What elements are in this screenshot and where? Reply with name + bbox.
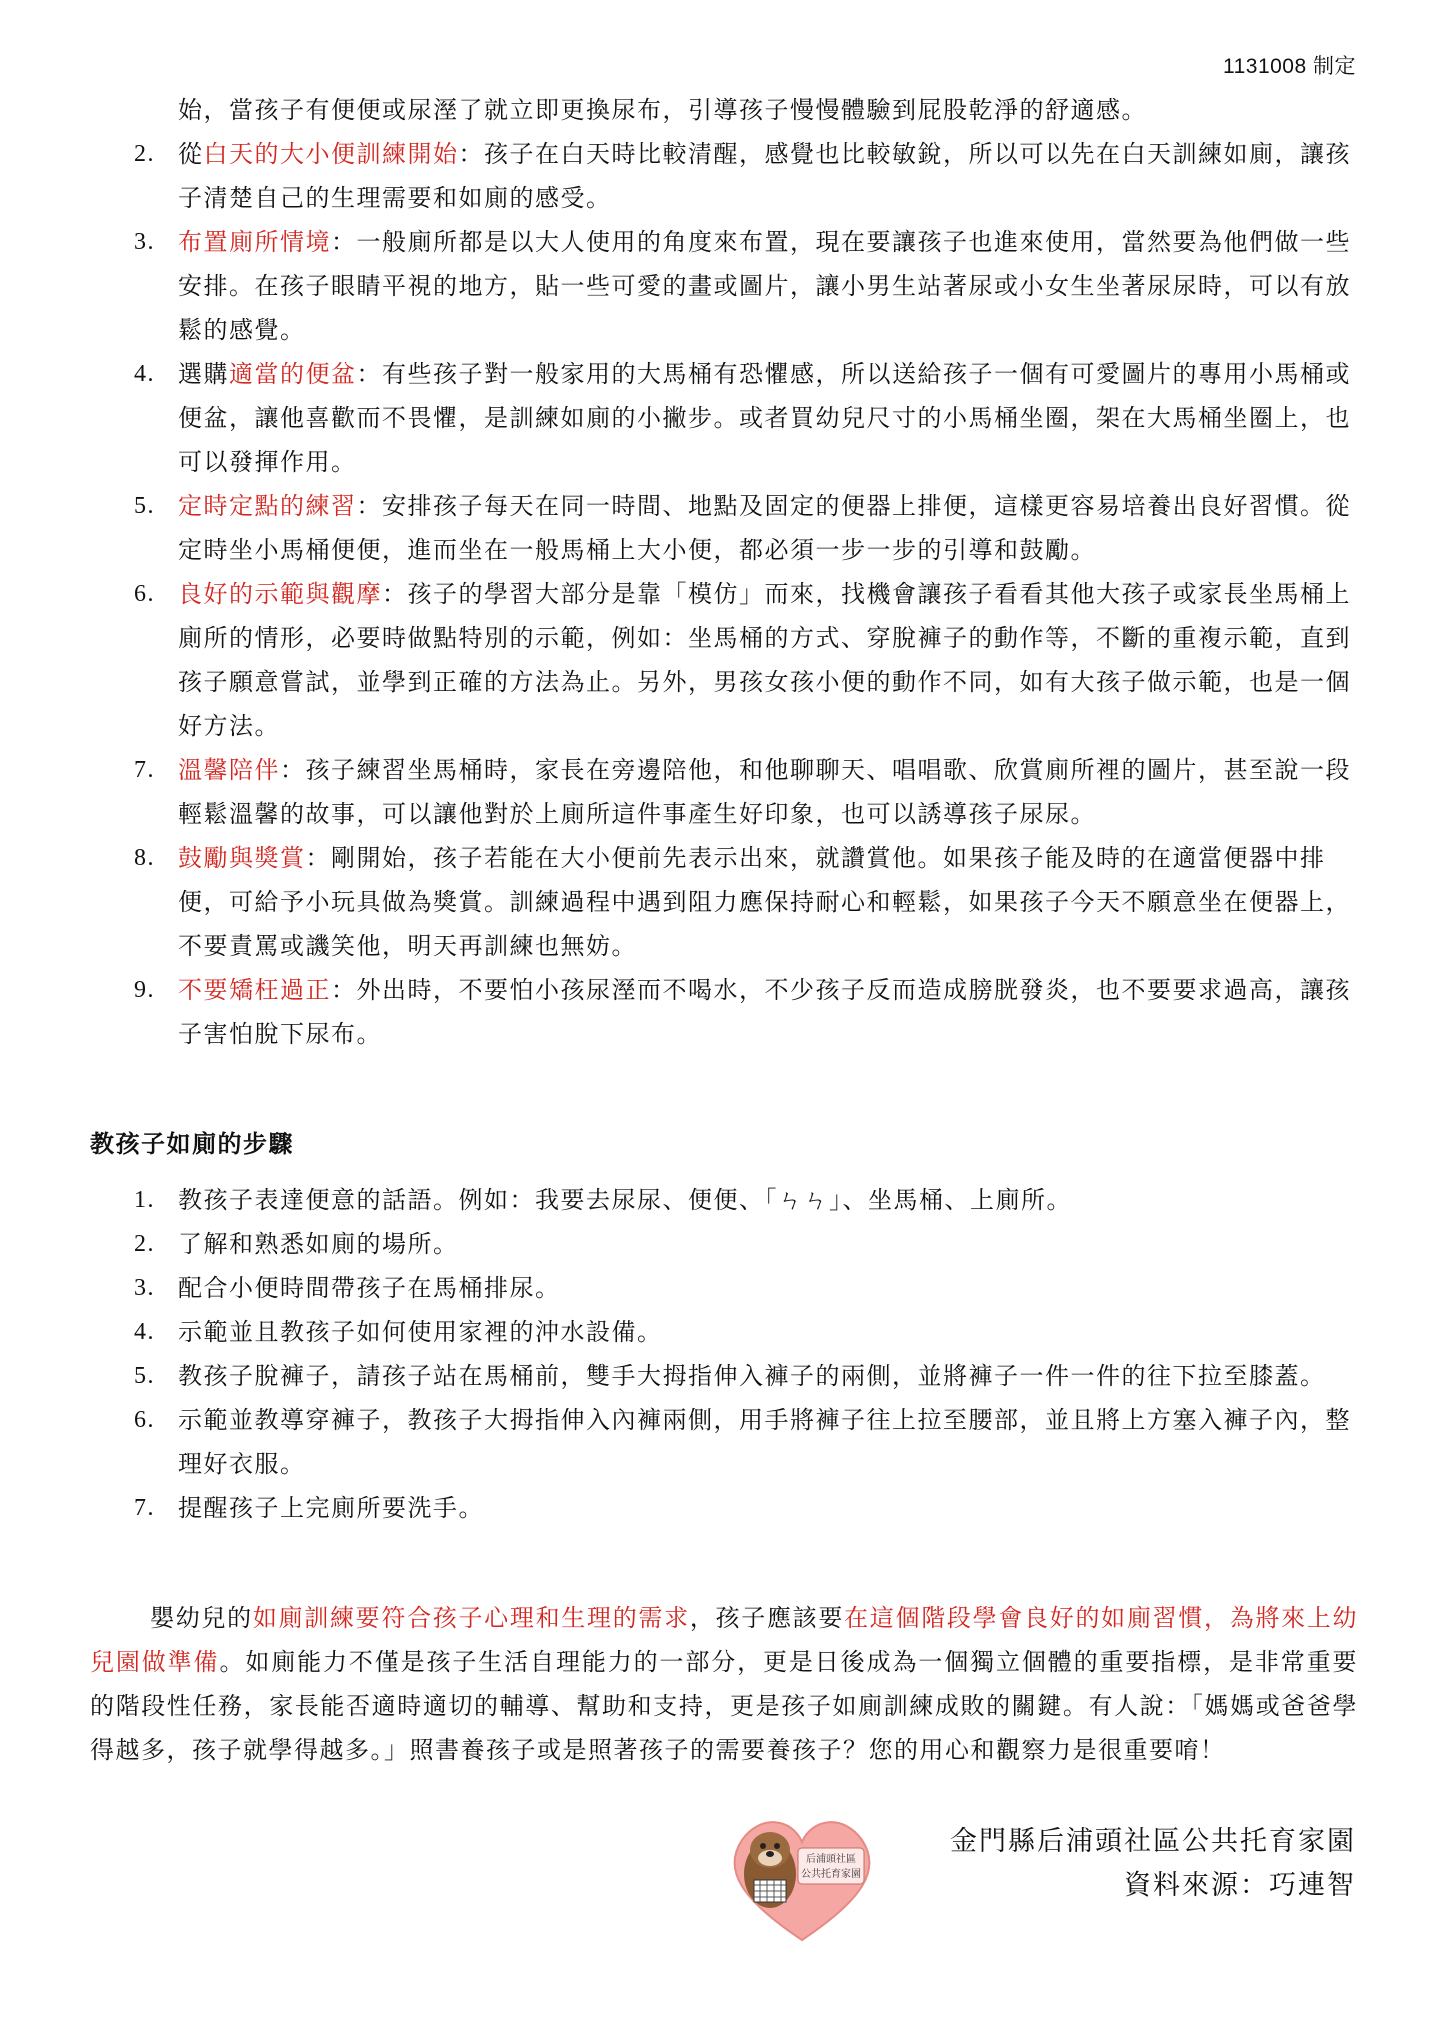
step-item: 1. 教孩子表達便意的話語。例如：我要去尿尿、便便、「ㄣㄣ」、坐馬桶、上廁所。 xyxy=(134,1186,1072,1214)
tip-highlight: 溫馨陪伴 xyxy=(178,756,280,784)
tip-highlight: 鼓勵與獎賞 xyxy=(178,844,306,872)
date-stamp: 1131008 制定 xyxy=(1222,55,1356,78)
step-item: 6. 示範並教導穿褲子，教孩子大拇指伸入內褲兩側，用手將褲子往上拉至腰部，並且將上方塞入褲子內，整理好衣服。 xyxy=(134,1406,1351,1478)
tip-highlight: 良好的示範與觀摩 xyxy=(178,580,382,608)
continuation-text: 始，當孩子有便便或尿溼了就立即更換尿布，引導孩子慢慢體驗到屁股乾淨的舒適感。 xyxy=(178,96,1147,124)
tip-highlight: 白天的大小便訓練開始 xyxy=(203,140,459,168)
tip-item: 4. 選購適當的便盆：有些孩子對一般家用的大馬桶有恐懼感，所以送給孩子一個有可愛圖片的專用小馬桶或便盆，讓他喜歡而不畏懼，是訓練如廁的小撇步。或者買幼兒尺寸的小馬桶坐圈，架在大馬桶坐圈上，也可以發揮作用。 xyxy=(134,360,1351,476)
tip-item: 9. 不要矯枉過正：外出時，不要怕小孩尿溼而不喝水，不少孩子反而造成膀胱發炎，也不要要求過高，讓孩子害怕脫下尿布。 xyxy=(134,976,1351,1048)
tip-item: 2. 從白天的大小便訓練開始：孩子在白天時比較清醒，感覺也比較敏銳，所以可以先在白天訓練如廁，讓孩子清楚自己的生理需要和如廁的感受。 xyxy=(134,140,1351,212)
tip-highlight: 適當的便盆 xyxy=(229,360,357,388)
org-logo xyxy=(722,1800,882,1950)
tip-item: 5. 定時定點的練習：安排孩子每天在同一時間、地點及固定的便器上排便，這樣更容易培養出良好習慣。從定時坐小馬桶便便，進而坐在一般馬桶上大小便，都必須一步一步的引導和鼓勵。 xyxy=(134,492,1351,564)
document-body xyxy=(90,88,1358,1796)
step-item: 2. 了解和熟悉如廁的場所。 xyxy=(134,1230,459,1258)
step-item: 7. 提醒孩子上完廁所要洗手。 xyxy=(134,1494,484,1522)
tip-highlight: 定時定點的練習 xyxy=(178,492,357,520)
tip-item: 7. 溫馨陪伴：孩子練習坐馬桶時，家長在旁邊陪他，和他聊聊天、唱唱歌、欣賞廁所裡的圖片，甚至說一段輕鬆溫馨的故事，可以讓他對於上廁所這件事產生好印象，也可以誘導孩子尿尿。 xyxy=(134,756,1351,828)
svg-text:后浦頭社區: 后浦頭社區 xyxy=(806,1854,856,1865)
source-credit: 資料來源：巧連智 xyxy=(1124,1870,1356,1901)
svg-text:公共托育家園: 公共托育家園 xyxy=(801,1869,861,1880)
tip-item: 8. 鼓勵與獎賞：剛開始，孩子若能在大小便前先表示出來，就讚賞他。如果孩子能及時的在適當便器中排便，可給予小玩具做為獎賞。訓練過程中遇到阻力應保持耐心和輕鬆，如果孩子今天不願意坐在便器上，不要責罵或譏笑他，明天再訓練也無妨。 xyxy=(134,844,1351,960)
step-item: 3. 配合小便時間帶孩子在馬桶排尿。 xyxy=(134,1274,561,1302)
closing-highlight-1: 如廁訓練要符合孩子心理和生理的需求 xyxy=(252,1604,690,1632)
tip-item: 6. 良好的示範與觀摩：孩子的學習大部分是靠「模仿」而來，找機會讓孩子看看其他大孩子或家長坐馬桶上廁所的情形，必要時做點特別的示範，例如：坐馬桶的方式、穿脫褲子的動作等，不斷的重複示範，直到孩子願意嘗試，並學到正確的方法為止。另外，男孩女孩小便的動作不同，如有大孩子做示範，也是一個好方法。 xyxy=(134,580,1351,740)
step-item: 4. 示範並且教孩子如何使用家裡的沖水設備。 xyxy=(134,1318,663,1346)
footer xyxy=(950,1820,1356,1908)
closing-highlight-2: 在這個階段學會良好的如廁習慣，為將來上幼兒園做準備 xyxy=(90,1604,1359,1676)
steps-list xyxy=(90,1178,1358,1530)
otter-heart-logo-icon xyxy=(722,1800,882,1950)
tips-list xyxy=(90,132,1358,1056)
tip-highlight: 不要矯枉過正 xyxy=(178,976,331,1004)
closing-paragraph: 嬰幼兒的如廁訓練要符合孩子心理和生理的需求，孩子應該要在這個階段學會良好的如廁習慣，為將來上幼兒園做準備。如廁能力不僅是孩子生活自理能力的一部分，更是日後成為一個獨立個體的重要指標，是非常重要的階段性任務，家長能否適時適切的輔導、幫助和支持，更是孩子如廁訓練成敗的關鍵。有人說：「媽媽或爸爸學得越多，孩子就學得越多。」照書養孩子或是照著孩子的需要養孩子？您的用心和觀察力是很重要唷！ xyxy=(90,1604,1359,1764)
steps-heading: 教孩子如廁的步驟 xyxy=(90,1129,294,1158)
organization-name: 金門縣后浦頭社區公共托育家園 xyxy=(950,1826,1356,1857)
tip-item: 3. 布置廁所情境：一般廁所都是以大人使用的角度來布置，現在要讓孩子也進來使用，當然要為他們做一些安排。在孩子眼睛平視的地方，貼一些可愛的畫或圖片，讓小男生站著尿或小女生坐著尿尿時，可以有放鬆的感覺。 xyxy=(134,228,1351,344)
tip-highlight: 布置廁所情境 xyxy=(178,228,331,256)
step-item: 5. 教孩子脫褲子，請孩子站在馬桶前，雙手大拇指伸入褲子的兩側，並將褲子一件一件的往下拉至膝蓋。 xyxy=(134,1362,1326,1390)
